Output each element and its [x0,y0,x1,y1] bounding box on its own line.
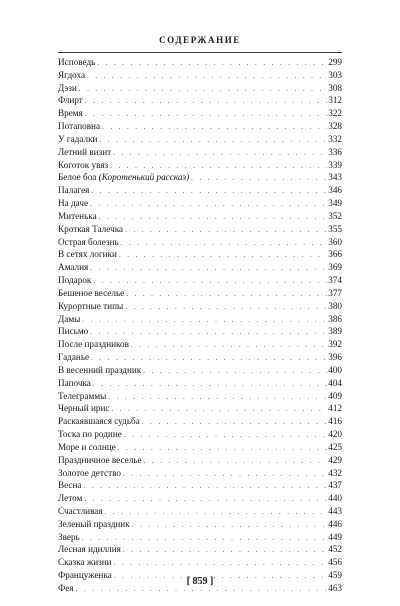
toc-entry-page: 443 [328,505,342,516]
toc-entry [58,467,342,480]
dot-leader [91,185,327,198]
dot-leader [82,314,327,327]
toc-entry-title [58,402,109,415]
toc-entry-title-text: После праздников [58,339,129,350]
toc-entry-title-text: Сказка жизни [58,557,112,568]
dot-leader [111,403,327,416]
toc-entry-title-text: Праздничное веселье [58,454,142,465]
dot-leader [113,147,327,160]
toc-entry [58,82,342,95]
toc-entry-page: 446 [328,518,342,529]
dot-leader [97,57,327,70]
toc-entry [58,454,342,467]
toc-entry-page: 412 [328,403,342,414]
toc-entry-page: 459 [328,570,342,581]
toc-entry-page: 386 [328,313,342,324]
toc-entry-page: 416 [328,416,342,427]
toc-entry-title-text: Счастливая [58,505,103,516]
toc-entry [58,415,342,428]
toc-entry-page: 404 [328,377,342,388]
dot-leader [90,198,327,211]
dot-leader [123,468,327,481]
toc-entry-title-text: Весна [58,480,82,491]
toc-entry-title [58,171,189,184]
dot-leader [123,544,327,557]
toc-entry-title-text: Летний визит [58,146,112,157]
toc-entry [58,197,342,210]
toc-entry-title-text: Зеленый праздник [58,518,130,529]
toc-entry-page: 449 [328,531,342,542]
toc-entry-title-text: Кроткая Талечка [58,223,124,234]
toc-entry-title [58,248,117,261]
toc-entry [58,56,342,69]
toc-entry-title [58,351,89,364]
toc-entry [58,159,342,172]
toc-entry [58,94,342,107]
toc-entry [58,236,342,249]
toc-entry-title [58,543,121,556]
toc-entry-title-text: Ягдоха [58,69,86,80]
toc-entry-title-text: В сетях логики [58,249,117,260]
toc-entry-title-text: Француженка [58,570,112,581]
toc-entry-title [58,441,116,454]
dot-leader [99,211,328,224]
toc-entry-title [58,390,106,403]
toc-entry [58,300,342,313]
toc-entry-page: 456 [328,557,342,568]
toc-entry-title [58,300,123,313]
toc-entry-page: 396 [328,352,342,363]
toc-entry-title [58,556,112,569]
toc-entry-title-text: Потаповна [58,121,101,132]
toc-entry [58,210,342,223]
toc-entry-page: 299 [328,57,342,67]
toc-entry-page: 343 [328,172,342,183]
toc-entry-title-text: Коготок увяз [58,159,109,170]
toc-entry-subtitle: (Коротенький рассказ) [98,172,190,183]
toc-entry [58,223,342,236]
toc-entry-title-text: У гадалки [58,133,98,144]
toc-entry [58,518,342,531]
toc-entry-title [58,325,88,338]
toc-entry-title-text: Дэзи [58,82,77,93]
toc-entry-title-text: Зверь [58,531,80,542]
toc-entry [58,505,342,518]
toc-entry-page: 377 [328,287,342,298]
page-number: [ 859 ] [186,576,214,587]
toc-entry-title-text: Флирт [58,95,83,106]
toc-entry [58,171,342,184]
toc-entry-title [58,479,82,492]
dot-leader [125,301,327,314]
dot-leader [124,429,327,442]
toc-entry-title [58,146,111,159]
toc-entry-title [58,364,141,377]
dot-leader [79,83,327,96]
toc-entry [58,351,342,364]
table-of-contents [58,56,342,595]
toc-entry [58,556,342,569]
toc-entry-page: 409 [328,390,342,401]
toc-entry [58,377,342,390]
toc-entry-title [58,210,97,223]
toc-entry-title-text: Фея [58,582,74,593]
toc-entry-title-text: Летом [58,493,83,504]
toc-entry [58,428,342,441]
toc-entry-title [58,505,103,518]
toc-entry [58,364,342,377]
toc-entry-title-text: На даче [58,198,89,209]
toc-entry-page: 429 [328,454,342,465]
toc-entry [58,261,342,274]
toc-entry [58,338,342,351]
toc-entry-title [58,261,88,274]
toc-entry-page: 432 [328,467,342,478]
toc-entry-page: 400 [328,364,342,375]
toc-entry-title-text: Папочка [58,377,91,388]
toc-entry-page: 355 [328,223,342,234]
header-rule [58,52,342,53]
toc-entry-page: 463 [328,582,342,593]
toc-entry-title-text: Телеграммы [58,390,107,401]
toc-entry-title-text: Амалия [58,262,89,273]
toc-entry-page: 336 [328,146,342,157]
toc-entry-page: 303 [328,69,342,80]
toc-entry-page: 366 [328,249,342,260]
dot-leader [90,262,327,275]
dot-leader [144,455,328,468]
toc-entry-title-text: Письмо [58,326,89,337]
dot-leader [142,416,327,429]
dot-leader [84,493,327,506]
toc-entry [58,402,342,415]
toc-entry-title [58,428,122,441]
toc-entry-page: 312 [328,95,342,106]
dot-leader [84,480,328,493]
toc-entry-title-text: Лесная идиллия [58,544,121,555]
toc-entry [58,479,342,492]
toc-entry [58,313,342,326]
dot-leader [131,339,327,352]
dot-leader [108,391,327,404]
toc-entry [58,325,342,338]
dot-leader [105,506,328,519]
toc-entry-page: 380 [328,300,342,311]
toc-entry-page: 308 [328,82,342,93]
toc-entry [58,531,342,544]
toc-entry-title-text: Белое боа [58,172,97,183]
toc-entry-page: 440 [328,493,342,504]
toc-entry [58,492,342,505]
toc-entry [58,69,342,82]
toc-entry [58,441,342,454]
toc-entry-title [58,94,83,107]
toc-entry-page: 374 [328,275,342,286]
dot-leader [118,442,327,455]
dot-leader [119,249,327,262]
toc-entry [58,107,342,120]
toc-entry-title [58,107,83,120]
toc-entry-title [58,338,129,351]
toc-entry [58,543,342,556]
toc-entry-page: 339 [328,159,342,170]
toc-entry-title [58,531,80,544]
toc-entry-title-text: Раскаявшаяся судьба [58,416,140,427]
toc-entry-title [58,492,82,505]
toc-entry-title-text: В весенний праздник [58,364,142,375]
dot-leader [126,288,327,301]
dot-leader [93,275,327,288]
toc-entry [58,184,342,197]
dot-leader [121,237,328,250]
dot-leader [102,121,327,134]
toc-entry-page: 349 [328,198,342,209]
toc-entry [58,287,342,300]
toc-entry-title-text: Золотое детство [58,467,121,478]
dot-leader [87,70,327,83]
toc-entry-page: 369 [328,262,342,273]
toc-entry-title [58,184,89,197]
toc-entry-page: 346 [328,185,342,196]
toc-entry-title [58,467,121,480]
dot-leader [143,365,327,378]
toc-entry-title [58,120,100,133]
toc-entry-title-text: Курортные типы [58,300,124,311]
toc-entry-page: 328 [328,121,342,132]
toc-entry [58,248,342,261]
toc-entry-title-text: Острая болезнь [58,236,119,247]
toc-entry-title [58,133,97,146]
toc-entry-page: 392 [328,339,342,350]
toc-entry-title-text: Тоска по родине [58,429,122,440]
toc-entry-title [58,313,80,326]
toc-entry-title [58,377,91,390]
dot-leader [114,557,328,570]
dot-leader [99,134,327,147]
toc-entry-title [58,415,140,428]
toc-entry-title-text: Бешеное веселье [58,287,125,298]
toc-entry-title [58,159,108,172]
toc-entry [58,133,342,146]
toc-entry-title-text: Палагея [58,185,90,196]
toc-entry-title-text: Черный ирис [58,403,110,414]
toc-entry [58,390,342,403]
toc-entry-title [58,236,119,249]
toc-entry-title-text: Исповедь [58,57,96,67]
toc-entry-page: 352 [328,210,342,221]
toc-entry-page: 437 [328,480,342,491]
page-title: СОДЕРЖАНИЕ [159,35,241,45]
toc-entry-page: 322 [328,108,342,119]
dot-leader [132,519,328,532]
toc-entry-title-text: Море и солнце [58,441,116,452]
dot-leader [93,378,327,391]
dot-leader [191,172,327,185]
toc-entry-title [58,223,123,236]
toc-entry-page: 389 [328,326,342,337]
dot-leader [85,95,327,108]
dot-leader [85,108,327,121]
toc-entry-title-text: Митенька [58,210,97,221]
toc-entry-title [58,287,124,300]
toc-entry-title-text: Дамы [58,313,81,324]
toc-entry-title [58,197,88,210]
toc-entry-page: 420 [328,429,342,440]
toc-entry-page: 425 [328,441,342,452]
dot-leader [125,224,327,237]
toc-entry-title-text: Время [58,108,83,119]
toc-entry-page: 452 [328,544,342,555]
toc-entry-page: 332 [328,133,342,144]
toc-entry-title [58,69,85,82]
toc-entry-title [58,82,77,95]
toc-entry-title [58,518,130,531]
toc-entry-page: 360 [328,236,342,247]
toc-entry [58,274,342,287]
toc-entry-title [58,274,91,287]
toc-entry-title-text: Подарок [58,275,92,286]
toc-entry [58,146,342,159]
toc-entry [58,120,342,133]
toc-entry-title-text: Гаданье [58,352,90,363]
toc-entry-title [58,56,95,69]
toc-entry-title [58,454,142,467]
